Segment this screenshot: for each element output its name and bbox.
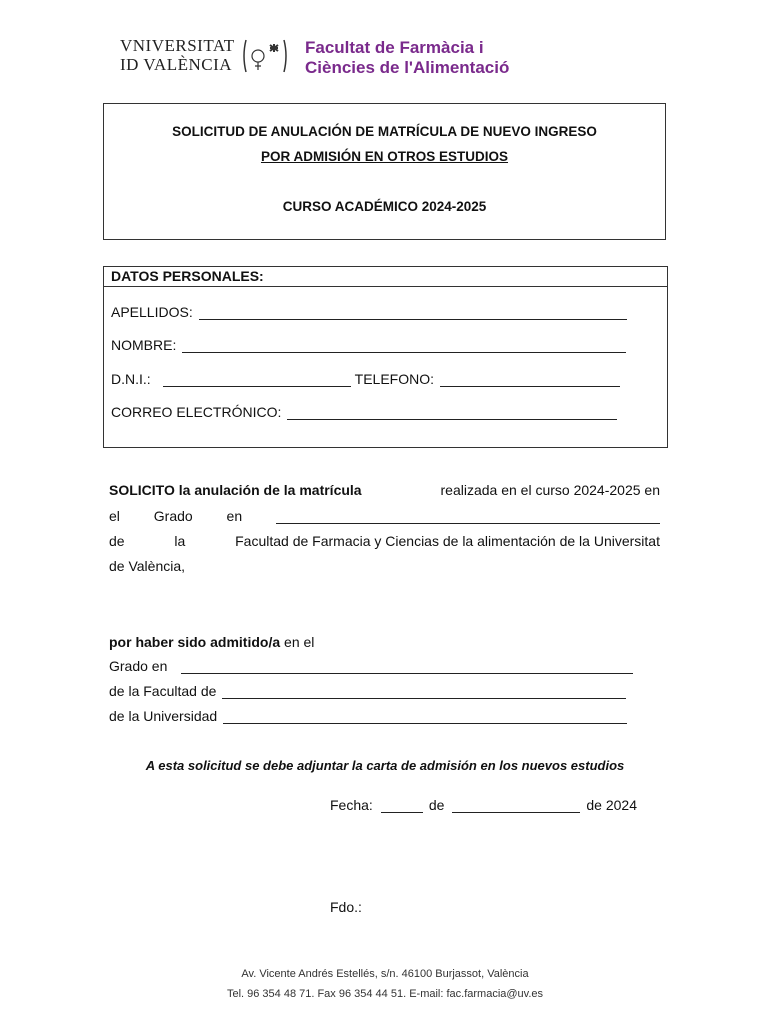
- nombre-row: [111, 337, 626, 353]
- facultad-label: de la Facultad de: [109, 683, 217, 699]
- solicito-rest-text: realizada en el curso 2024-2025 en: [440, 482, 660, 498]
- dni-label: D.N.I.:: [111, 371, 151, 387]
- academic-year: CURSO ACADÉMICO 2024-2025: [282, 199, 487, 214]
- nueva-universidad-field[interactable]: [223, 709, 627, 724]
- correo-row: [111, 404, 617, 420]
- nombre-field[interactable]: [182, 338, 626, 353]
- fecha-de-1: de: [428, 797, 445, 813]
- apellidos-row: [111, 304, 627, 320]
- universidad-row: [109, 708, 627, 724]
- signature-label: Fdo.:: [330, 899, 362, 915]
- faculty-title-line1: Facultat de Farmàcia i: [305, 38, 484, 57]
- nuevo-grado-field[interactable]: [181, 659, 633, 674]
- university-name-line1: VNIVERSITAT: [120, 36, 235, 55]
- correo-label: CORREO ELECTRÓNICO:: [111, 404, 282, 420]
- word-de: de: [109, 533, 125, 549]
- fecha-de-2: de 2024: [586, 797, 637, 813]
- word-el: el: [109, 508, 120, 524]
- telefono-label: TELEFONO:: [354, 371, 435, 387]
- word-grado: Grado: [153, 508, 193, 524]
- solicito-line4: de València,: [109, 558, 186, 574]
- word-en: en: [226, 508, 243, 524]
- dni-telefono-row: [111, 371, 620, 387]
- admitido-bold-text: por haber sido admitido/a: [109, 634, 281, 650]
- grado-en-row: [109, 658, 633, 674]
- fecha-label: Fecha:: [330, 797, 373, 813]
- title-box: [103, 103, 666, 240]
- university-name-line2: ID VALÈNCIA: [120, 55, 233, 74]
- telefono-field[interactable]: [440, 372, 620, 387]
- document-title: SOLICITUD DE ANULACIÓN DE MATRÍCULA DE NUEVO INGRESO: [172, 124, 597, 139]
- footer-address: Av. Vicente Andrés Estellés, s/n. 46100 Burjassot, València: [241, 968, 529, 980]
- solicito-line1: [109, 482, 660, 498]
- faculty-title-line2: Ciències de l'Alimentació: [305, 58, 510, 77]
- university-seal-icon: [240, 36, 290, 76]
- apellidos-label: APELLIDOS:: [111, 304, 193, 320]
- footer-contact: Tel. 96 354 48 71. Fax 96 354 44 51. E-mail: fac.farmacia@uv.es: [226, 988, 544, 1000]
- word-la: la: [174, 533, 186, 549]
- personal-data-header: DATOS PERSONALES:: [104, 267, 667, 287]
- grado-field[interactable]: [276, 509, 660, 524]
- fecha-month-field[interactable]: [452, 798, 580, 813]
- grado-en-label: Grado en: [109, 658, 168, 674]
- dni-field[interactable]: [163, 372, 351, 387]
- correo-field[interactable]: [287, 405, 617, 420]
- admitido-rest-text: en el: [284, 634, 315, 650]
- solicito-facultad-text: Facultad de Farmacia y Ciencias de la alimentación de la Universitat: [235, 533, 660, 549]
- nombre-label: NOMBRE:: [111, 337, 177, 353]
- solicito-line2: [109, 508, 660, 524]
- solicito-line3: [109, 533, 660, 549]
- universidad-label: de la Universidad: [109, 708, 218, 724]
- personal-data-box: [103, 266, 668, 448]
- nueva-facultad-field[interactable]: [222, 684, 626, 699]
- document-subtitle: POR ADMISIÓN EN OTROS ESTUDIOS: [260, 149, 509, 164]
- admitido-line: [109, 634, 314, 650]
- attachment-note: A esta solicitud se debe adjuntar la carta de admisión en los nuevos estudios: [145, 758, 625, 773]
- fecha-day-field[interactable]: [381, 798, 423, 813]
- facultad-row: [109, 683, 626, 699]
- apellidos-field[interactable]: [199, 305, 627, 320]
- solicito-bold-text: SOLICITO la anulación de la matrícula: [109, 482, 362, 498]
- faculty-title: [305, 38, 509, 78]
- fecha-row: [330, 797, 637, 813]
